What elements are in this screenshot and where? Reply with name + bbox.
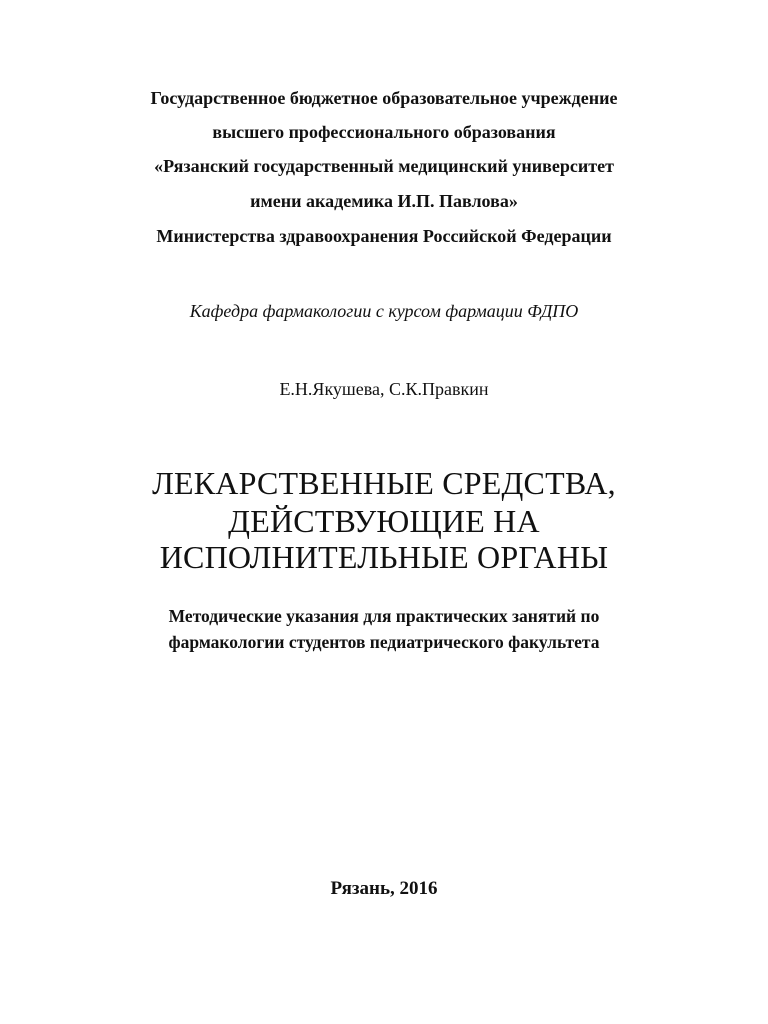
authors: Е.Н.Якушева, С.К.Правкин bbox=[279, 379, 489, 399]
place-and-year: Рязань, 2016 bbox=[330, 878, 438, 899]
institution-line: Государственное бюджетное образовательное учреждение bbox=[150, 88, 618, 108]
institution-line: высшего профессионального образования bbox=[212, 122, 556, 142]
department-name: Кафедра фармакологии с курсом фармации ФДПО bbox=[189, 301, 579, 321]
title-line: ЛЕКАРСТВЕННЫЕ СРЕДСТВА, bbox=[152, 465, 616, 501]
title-line: ИСПОЛНИТЕЛЬНЫЕ ОРГАНЫ bbox=[159, 539, 609, 575]
institution-line: Министерства здравоохранения Российской Федерации bbox=[156, 226, 612, 246]
title-line: ДЕЙСТВУЮЩИЕ НА bbox=[228, 503, 540, 539]
subtitle-line: Методические указания для практических занятий по bbox=[168, 606, 600, 626]
institution-line: «Рязанский государственный медицинский университет bbox=[154, 156, 614, 176]
subtitle-line: фармакологии студентов педиатрического факультета bbox=[168, 632, 600, 652]
institution-line: имени академика И.П. Павлова» bbox=[250, 191, 518, 211]
